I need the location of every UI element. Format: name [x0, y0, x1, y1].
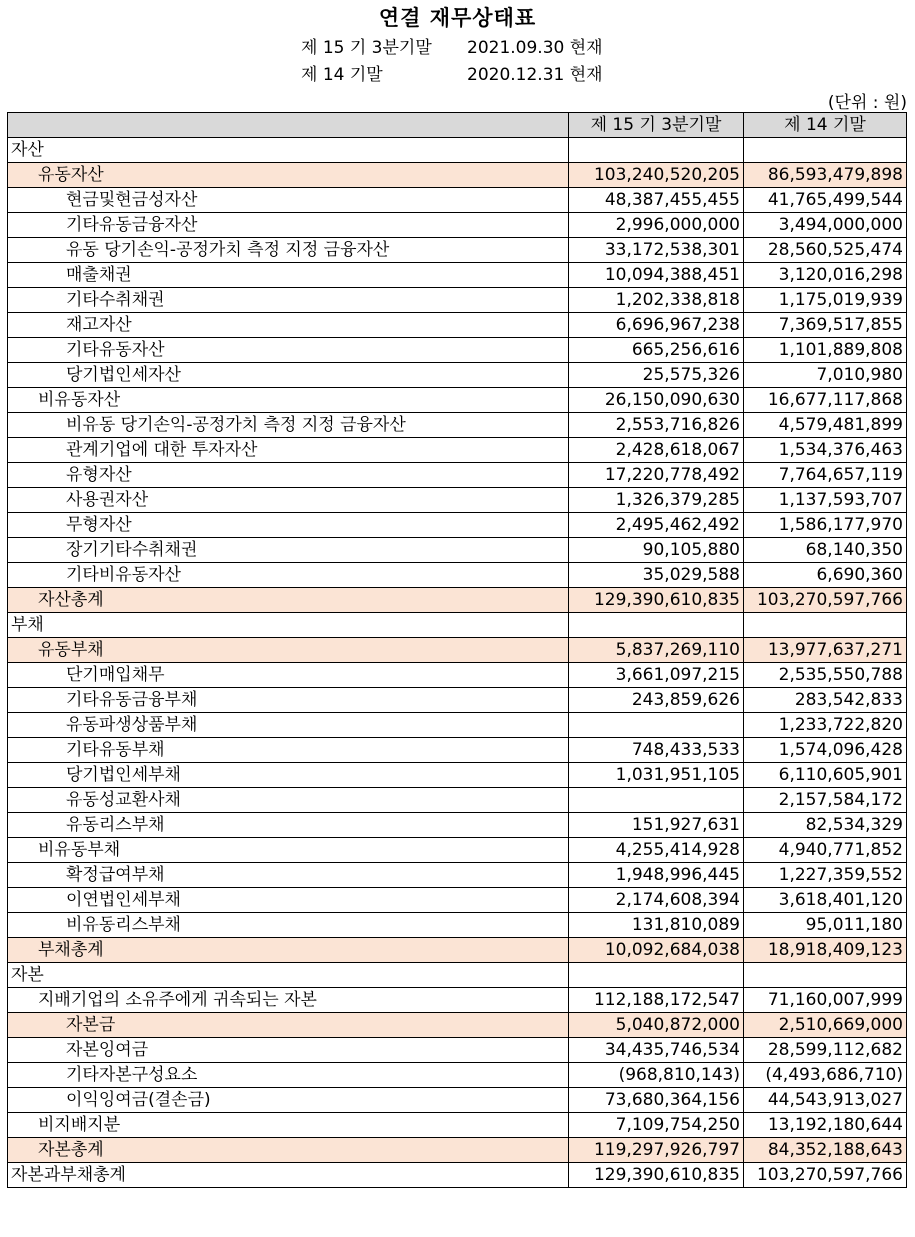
table-row	[8, 838, 907, 863]
account-name-cell: 이익잉여금(결손금)	[8, 1088, 569, 1113]
current-period-value-cell: 1,326,379,285	[569, 488, 744, 513]
account-name-cell: 부채	[8, 613, 569, 638]
prior-period-value-cell: 1,175,019,939	[744, 288, 907, 313]
current-period-value-cell: 10,094,388,451	[569, 263, 744, 288]
account-name-cell: 부채총계	[8, 938, 569, 963]
current-period-value-cell	[569, 138, 744, 163]
current-period-value-cell: 1,031,951,105	[569, 763, 744, 788]
account-name-cell: 비유동부채	[8, 838, 569, 863]
current-period-value-cell	[569, 963, 744, 988]
table-row	[8, 938, 907, 963]
account-name-cell: 매출채권	[8, 263, 569, 288]
prior-period-value-cell: 1,574,096,428	[744, 738, 907, 763]
table-row	[8, 363, 907, 388]
account-name-cell: 비유동자산	[8, 388, 569, 413]
table-row	[8, 913, 907, 938]
account-name-cell: 자산	[8, 138, 569, 163]
account-name-cell: 이연법인세부채	[8, 888, 569, 913]
account-name-cell: 무형자산	[8, 513, 569, 538]
account-name-cell: 자본금	[8, 1013, 569, 1038]
table-row	[8, 538, 907, 563]
prior-period-value-cell: 4,579,481,899	[744, 413, 907, 438]
table-row	[8, 163, 907, 188]
current-period-value-cell: (968,810,143)	[569, 1063, 744, 1088]
current-period-value-cell: 119,297,926,797	[569, 1138, 744, 1163]
table-header-row	[8, 113, 907, 138]
table-row	[8, 413, 907, 438]
current-period-value-cell: 7,109,754,250	[569, 1113, 744, 1138]
prior-period-value-cell: 13,977,637,271	[744, 638, 907, 663]
current-period-value-cell: 748,433,533	[569, 738, 744, 763]
prior-period-value-cell: 1,233,722,820	[744, 713, 907, 738]
current-period-value-cell: 48,387,455,455	[569, 188, 744, 213]
account-name-cell: 자산총계	[8, 588, 569, 613]
account-name-cell: 지배기업의 소유주에게 귀속되는 자본	[8, 988, 569, 1013]
current-period-value-cell: 1,202,338,818	[569, 288, 744, 313]
account-name-cell: 비유동 당기손익-공정가치 측정 지정 금융자산	[8, 413, 569, 438]
current-period-value-cell: 25,575,326	[569, 363, 744, 388]
current-period-value-cell: 5,837,269,110	[569, 638, 744, 663]
table-row	[8, 863, 907, 888]
prior-period-value-cell: 82,534,329	[744, 813, 907, 838]
current-period-value-cell: 33,172,538,301	[569, 238, 744, 263]
table-row	[8, 688, 907, 713]
account-name-cell: 현금및현금성자산	[8, 188, 569, 213]
prior-period-value-cell: 1,101,889,808	[744, 338, 907, 363]
current-period-value-cell: 2,428,618,067	[569, 438, 744, 463]
table-row	[8, 813, 907, 838]
prior-period-value-cell: 71,160,007,999	[744, 988, 907, 1013]
table-row	[8, 263, 907, 288]
table-row	[8, 1038, 907, 1063]
table-row	[8, 563, 907, 588]
table-row	[8, 388, 907, 413]
table-row	[8, 663, 907, 688]
prior-period-value-cell: 4,940,771,852	[744, 838, 907, 863]
prior-period-value-cell: 41,765,499,544	[744, 188, 907, 213]
current-period-value-cell: 17,220,778,492	[569, 463, 744, 488]
table-row	[8, 888, 907, 913]
prior-period-value-cell: 7,764,657,119	[744, 463, 907, 488]
current-period-value-cell: 1,948,996,445	[569, 863, 744, 888]
prior-period-value-cell: 1,534,376,463	[744, 438, 907, 463]
table-row	[8, 763, 907, 788]
table-row	[8, 138, 907, 163]
prior-period-value-cell: 103,270,597,766	[744, 588, 907, 613]
current-period-value-cell: 112,188,172,547	[569, 988, 744, 1013]
account-name-cell: 재고자산	[8, 313, 569, 338]
table-row	[8, 438, 907, 463]
account-name-cell: 기타유동금융자산	[8, 213, 569, 238]
current-period-value-cell: 5,040,872,000	[569, 1013, 744, 1038]
prior-period-value-cell: 3,618,401,120	[744, 888, 907, 913]
account-name-cell: 기타유동금융부채	[8, 688, 569, 713]
table-row	[8, 588, 907, 613]
current-period-value-cell: 73,680,364,156	[569, 1088, 744, 1113]
table-row	[8, 288, 907, 313]
account-name-cell: 기타유동자산	[8, 338, 569, 363]
current-period-label: 제 15 기 3분기말	[301, 38, 432, 58]
prior-period-value-cell: 16,677,117,868	[744, 388, 907, 413]
account-name-cell: 유동성교환사채	[8, 788, 569, 813]
table-row	[8, 1113, 907, 1138]
prior-period-value-cell: 1,586,177,970	[744, 513, 907, 538]
prior-period-value-cell: 68,140,350	[744, 538, 907, 563]
account-name-cell: 기타유동부채	[8, 738, 569, 763]
table-row	[8, 463, 907, 488]
account-name-cell: 유동부채	[8, 638, 569, 663]
current-period-date: 2021.09.30 현재	[467, 38, 603, 58]
account-name-cell: 사용권자산	[8, 488, 569, 513]
account-name-cell: 유형자산	[8, 463, 569, 488]
prior-period-value-cell: 86,593,479,898	[744, 163, 907, 188]
table-row	[8, 1138, 907, 1163]
table-row	[8, 1013, 907, 1038]
prior-period-value-cell: 6,690,360	[744, 563, 907, 588]
current-period-value-cell: 3,661,097,215	[569, 663, 744, 688]
prior-period-value-cell: 44,543,913,027	[744, 1088, 907, 1113]
prior-period-value-cell: 103,270,597,766	[744, 1163, 907, 1188]
prior-period-value-cell: 7,369,517,855	[744, 313, 907, 338]
account-name-cell: 비지배지분	[8, 1113, 569, 1138]
account-name-cell: 유동리스부채	[8, 813, 569, 838]
account-name-cell: 자본총계	[8, 1138, 569, 1163]
table-row	[8, 1063, 907, 1088]
table-row	[8, 713, 907, 738]
prior-period-value-cell	[744, 963, 907, 988]
current-period-value-cell: 151,927,631	[569, 813, 744, 838]
current-period-value-cell: 2,996,000,000	[569, 213, 744, 238]
prior-period-date: 2020.12.31 현재	[467, 65, 603, 85]
table-row	[8, 1088, 907, 1113]
table-row	[8, 313, 907, 338]
prior-period-value-cell: 84,352,188,643	[744, 1138, 907, 1163]
prior-period-value-cell: 1,227,359,552	[744, 863, 907, 888]
prior-period-value-cell	[744, 138, 907, 163]
current-period-value-cell	[569, 788, 744, 813]
current-period-value-cell: 90,105,880	[569, 538, 744, 563]
account-name-cell: 유동 당기손익-공정가치 측정 지정 금융자산	[8, 238, 569, 263]
table-row	[8, 1163, 907, 1188]
account-name-cell: 당기법인세자산	[8, 363, 569, 388]
current-period-value-cell: 129,390,610,835	[569, 588, 744, 613]
account-name-cell: 자본	[8, 963, 569, 988]
current-period-value-cell: 243,859,626	[569, 688, 744, 713]
table-row	[8, 788, 907, 813]
prior-period-value-cell: 28,599,112,682	[744, 1038, 907, 1063]
current-period-value-cell: 103,240,520,205	[569, 163, 744, 188]
table-row	[8, 613, 907, 638]
current-period-value-cell: 129,390,610,835	[569, 1163, 744, 1188]
account-name-cell: 관계기업에 대한 투자자산	[8, 438, 569, 463]
current-period-value-cell: 6,696,967,238	[569, 313, 744, 338]
prior-period-value-cell: 28,560,525,474	[744, 238, 907, 263]
current-period-value-cell: 131,810,089	[569, 913, 744, 938]
table-row	[8, 188, 907, 213]
current-period-value-cell: 2,495,462,492	[569, 513, 744, 538]
prior-period-value-cell: 13,192,180,644	[744, 1113, 907, 1138]
table-row	[8, 963, 907, 988]
account-name-cell: 장기기타수취채권	[8, 538, 569, 563]
current-period-value-cell	[569, 613, 744, 638]
current-period-value-cell: 4,255,414,928	[569, 838, 744, 863]
table-row	[8, 738, 907, 763]
table-row	[8, 638, 907, 663]
prior-period-value-cell: 283,542,833	[744, 688, 907, 713]
prior-period-value-cell: 7,010,980	[744, 363, 907, 388]
header-cell-prior: 제 14 기말	[744, 113, 907, 138]
table-row	[8, 238, 907, 263]
table-row	[8, 988, 907, 1013]
prior-period-value-cell: 3,494,000,000	[744, 213, 907, 238]
balance-sheet-table	[7, 112, 907, 1188]
prior-period-value-cell	[744, 613, 907, 638]
current-period-value-cell: 26,150,090,630	[569, 388, 744, 413]
prior-period-value-cell: 2,535,550,788	[744, 663, 907, 688]
account-name-cell: 자본과부채총계	[8, 1163, 569, 1188]
current-period-value-cell: 2,174,608,394	[569, 888, 744, 913]
account-name-cell: 유동자산	[8, 163, 569, 188]
current-period-value-cell: 10,092,684,038	[569, 938, 744, 963]
statement-title: 연결 재무상태표	[378, 6, 537, 30]
header-cell-account	[8, 113, 569, 138]
account-name-cell: 확정급여부채	[8, 863, 569, 888]
prior-period-value-cell: 3,120,016,298	[744, 263, 907, 288]
table-row	[8, 488, 907, 513]
table-row	[8, 338, 907, 363]
account-name-cell: 유동파생상품부채	[8, 713, 569, 738]
prior-period-value-cell: 18,918,409,123	[744, 938, 907, 963]
account-name-cell: 단기매입채무	[8, 663, 569, 688]
prior-period-label: 제 14 기말	[301, 65, 383, 85]
account-name-cell: 비유동리스부채	[8, 913, 569, 938]
current-period-value-cell: 34,435,746,534	[569, 1038, 744, 1063]
prior-period-value-cell: 2,157,584,172	[744, 788, 907, 813]
unit-label: (단위 : 원)	[827, 93, 907, 113]
account-name-cell: 당기법인세부채	[8, 763, 569, 788]
prior-period-value-cell: 1,137,593,707	[744, 488, 907, 513]
current-period-value-cell: 665,256,616	[569, 338, 744, 363]
prior-period-value-cell: 95,011,180	[744, 913, 907, 938]
prior-period-value-cell: 2,510,669,000	[744, 1013, 907, 1038]
header-cell-current: 제 15 기 3분기말	[569, 113, 744, 138]
current-period-value-cell: 2,553,716,826	[569, 413, 744, 438]
account-name-cell: 자본잉여금	[8, 1038, 569, 1063]
table-row	[8, 513, 907, 538]
account-name-cell: 기타비유동자산	[8, 563, 569, 588]
account-name-cell: 기타자본구성요소	[8, 1063, 569, 1088]
table-row	[8, 213, 907, 238]
prior-period-value-cell: (4,493,686,710)	[744, 1063, 907, 1088]
account-name-cell: 기타수취채권	[8, 288, 569, 313]
current-period-value-cell: 35,029,588	[569, 563, 744, 588]
current-period-value-cell	[569, 713, 744, 738]
prior-period-value-cell: 6,110,605,901	[744, 763, 907, 788]
